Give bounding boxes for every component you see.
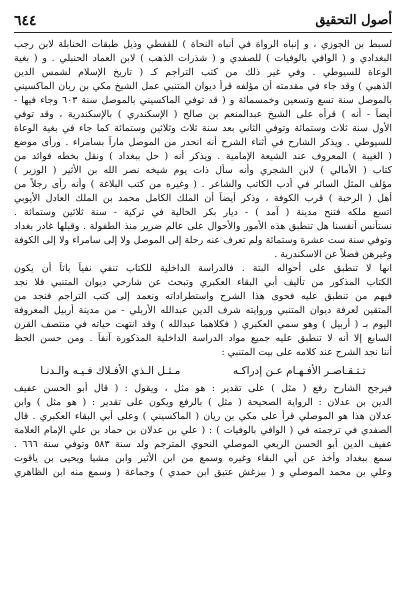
text-line: الأول سنة ثلاث وستمائة وتوفي الثاني بعد سنة ثلاث وثلاثين وستمائة كما جاء في بغية الوعاة [14, 123, 392, 134]
page-number: ٦٤٤ [14, 13, 37, 29]
text-line: وعلي بن محمد الموصلي و ( ببزغش عتيق ابن حمدي ) وجماعة ( وسمع منه ابن الظاهري [14, 467, 392, 478]
text-line: أننا نجد الشرح عند كلامه على بيت المتنبي : [221, 347, 392, 358]
text-line: للسيوطي . ويذكر الشارح في أثناء الشرح أنه انحدر من الموصل ماراً بسامراء . ورأى موضع [14, 137, 392, 148]
text-line: فيرجح الشارح رفع ( مثل ) على تقدير : هو مثل ، ويقول : ( قال أبو الحسن عفيف [14, 383, 392, 394]
text-line: أهل ( الرحبة ) قرب الكوفة ، وذكر أيضاً أن الملك الكامل محمد بن الملك العادل الأيوبي [14, 193, 392, 204]
poetry-verse [14, 360, 392, 382]
text-line: سمع ببغداد وأخذ عن أبي البقاء وغيره وسمع من ابن الأثير وابن مشيا ويحيى بن ياقوت [14, 453, 392, 464]
page-header [14, 10, 392, 33]
text-line: أيضاً - أنه ) قرأه على الشيخ عبدالمنعم بن صالح ( الإسكندري ) بالإسكندرية ، وقد توفي [14, 109, 392, 120]
text-line: ( الغيبة ) المعروف عند الشيعة الإمامية . ويذكر أنه ( حل ببغداد ) ونقل بخطه فوائد من [14, 151, 392, 162]
text-line: وتوفي سنة ست عشرة وستمائة ولم تعرف عنه رحلة إلى الموصل ولا إلى سامراء ولا إلى الكوفة [14, 235, 392, 246]
text-line: لسبط بن الجوزي ، و إنباه الرواة في أنباه النحاة ) للقفطي وذيل طبقات الحنابلة لابن رجب [14, 39, 392, 50]
text-line: الدين بن عدلان : الرواية الصحيحة ( مثل ) بالرفع ويكون على تقدير : ( هو مثل ) وابن [14, 397, 392, 408]
text-line: كتاب ( الأمالي ) لابن الشجري وأنه سأل ذات يوم شيخه نصر الله بن الأثير ( الوزير ) [14, 165, 392, 176]
text-line: الوعاة للسيوطي . وفي غير ذلك من كتب التراجم كـ ( تاريخ الإسلام لشمس الدين [14, 67, 392, 78]
text-line: السابع إلا أنه لا تنطبق عليه جميع مواد الدراسة الداخلية المذكورة آنفاً . ومن حسن الحظ [14, 333, 392, 344]
page-body [14, 38, 392, 584]
verse-hemistich-left: مـثـل الـذي الأفـلاك فـيـه والـدنـا [40, 365, 181, 377]
text-line: اتسع ملكه فتنح مدينة ( آمد ) - ديار بكر الحالية في تركية - سنة ثلاثين وستمائة . [14, 207, 392, 218]
text-line: المتقين لعرفة ديوان المتنبي وروايته شرف الدين عبدالله الأربلي - من مدينة أربيل المعروفة [14, 305, 392, 316]
text-line: البغدادي و ( الوافي بالوفيات ) للصفدي و ( شذرات الذهب ) لابن العماد الحنبلي . و ( بغية [14, 53, 392, 64]
text-line: وغيرهن فضلاً عن الاسكندرية . [274, 249, 392, 260]
verse-hemistich-right: تـتـقـاصـر الأفـهـام عـن إدراكـه [232, 365, 366, 377]
text-line: نستأنس أنفسنا هل تنطبق هذه الأمور والأحوال على عالم ضرير منذ الطفولة . وقبلها غادر بغداد [14, 221, 392, 232]
text-line: فيهم من تنطبق عليه فحوى هذا الشرح واستطراداته ونعمد إلى كتب التراجم فنجد من [14, 291, 392, 302]
text-line: اليوم بـ ( أربيل ) وهو سمي العكبري ( فكلاهما عبدالله ) وقد انتهت حياته في منتصف القرن [14, 319, 392, 330]
text-line: عدلان هذا هو الموصلي قرأ على مكي بن ريان ( الماكسيني ) وعلى أبي البقاء العكبري . قال [14, 411, 392, 422]
text-line: عفيف الدين أبو الحسن الربعي الموصلي النحوي المترجم ولد سنة ٥٨٣ وتوفي سنة ٦٦٦ . [14, 439, 392, 450]
text-line: الصفدي في ترجمته في ( الوافي بالوفيات ) : ( علي بن عدلان بن حماد بن علي الإمام العلامة [14, 425, 392, 436]
text-line: الكتاب المذكور من تأليف أبي البقاء العكبري وتبحث عن شارحي ديوان المتنبي فلا نجد [14, 277, 392, 288]
text-line: بالموصل سنة تسع وتسعين وخمسمائة و ( قد توفي الماكسيني بالموصل سنة ٦٠٣ وجاء فيها - [14, 95, 392, 106]
text-line: الذهبي ) وقد جاء في مقدمته أن مؤلفه قرأ ديوان المتنبي عمل الشيخ مكي بن ريان الماكسيني [14, 81, 392, 92]
running-title: أصول التحقيق [315, 13, 392, 28]
text-line: مؤلف المثل السائر في أدب الكاتب والشاعر . ( وغيره من كتب البلاغة ) وأنه رأى رجلاً من [14, 179, 392, 190]
text-line: انها لا تنطبق على أحواله البتة . فالدراسة الداخلية للكتاب تنفي نفياً باتاً أن يكون [14, 263, 392, 274]
